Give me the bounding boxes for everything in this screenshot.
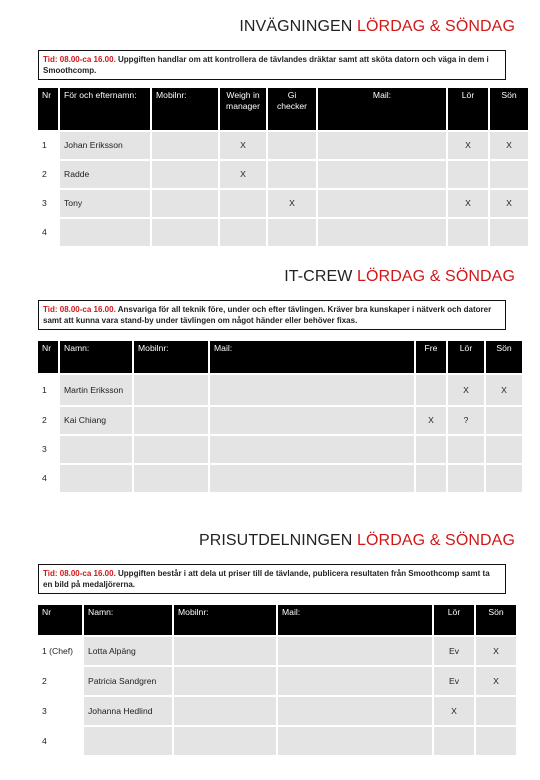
- table-cell[interactable]: [416, 465, 446, 492]
- table-cell[interactable]: Ev: [434, 667, 474, 695]
- column-header: Mobilnr:: [174, 605, 276, 635]
- table-cell[interactable]: X: [486, 375, 522, 405]
- column-header: Mail:: [278, 605, 432, 635]
- row-number[interactable]: 2: [38, 161, 58, 188]
- table-cell[interactable]: [174, 727, 276, 755]
- column-header: Sön: [476, 605, 516, 635]
- note-time: Tid: 08.00-ca 16.00.: [43, 55, 116, 64]
- section-title: [199, 532, 515, 550]
- row-number[interactable]: 4: [38, 465, 58, 492]
- table-cell[interactable]: Radde: [60, 161, 150, 188]
- table-cell[interactable]: [486, 436, 522, 463]
- note-time: Tid: 08.00-ca 16.00.: [43, 569, 116, 578]
- table-cell[interactable]: [152, 132, 218, 159]
- volunteer-table: [38, 341, 522, 492]
- title-days: LÖRDAG & SÖNDAG: [357, 18, 515, 35]
- column-header: Namn:: [84, 605, 172, 635]
- table-cell[interactable]: [152, 161, 218, 188]
- section-title: [239, 18, 515, 36]
- column-header: Nr: [38, 341, 58, 373]
- table-cell[interactable]: [448, 219, 488, 246]
- table-cell[interactable]: [448, 465, 484, 492]
- table-cell[interactable]: [134, 465, 208, 492]
- column-header: Namn:: [60, 341, 132, 373]
- table-cell[interactable]: [278, 727, 432, 755]
- table-cell[interactable]: [318, 190, 446, 217]
- table-cell[interactable]: X: [448, 132, 488, 159]
- section-title: [284, 268, 515, 286]
- table-cell[interactable]: [174, 637, 276, 665]
- table-cell[interactable]: X: [220, 161, 266, 188]
- table-cell[interactable]: [152, 190, 218, 217]
- row-number[interactable]: 1: [38, 132, 58, 159]
- table-cell[interactable]: [448, 161, 488, 188]
- table-cell[interactable]: [210, 465, 414, 492]
- title-main: PRISUTDELNINGEN: [198, 532, 358, 549]
- table-cell[interactable]: X: [268, 190, 316, 217]
- row-number[interactable]: 3: [38, 436, 58, 463]
- table-cell[interactable]: X: [490, 190, 528, 217]
- table-cell[interactable]: [476, 727, 516, 755]
- title-days: LÖRDAG & SÖNDAG: [357, 268, 515, 285]
- table-cell[interactable]: [486, 407, 522, 434]
- table-cell[interactable]: X: [476, 637, 516, 665]
- note-text: Uppgiften handlar om att kontrollera de tävlandes dräktar samt att sköta datorn och väga in dem i Smoothcomp.: [43, 55, 489, 75]
- row-number[interactable]: 3: [38, 697, 82, 725]
- table-cell[interactable]: [84, 727, 172, 755]
- table-cell[interactable]: [318, 161, 446, 188]
- table-cell[interactable]: [318, 219, 446, 246]
- note-text: Ansvariga för all teknik före, under och efter tävlingen. Kräver bra kunskaper i nätverk och datorer samt att kunna vara stand-by under tävlingen om något händer eller behöver fixas.: [43, 305, 492, 325]
- column-header: Nr: [38, 605, 82, 635]
- column-header: Mobilnr:: [134, 341, 208, 373]
- column-header: Gi checker: [268, 88, 316, 130]
- table-cell[interactable]: Johan Eriksson: [60, 132, 150, 159]
- note-text: Uppgiften består i att dela ut priser till de tävlande, publicera resultaten från Smoothcomp samt ta en bild på medaljörerna.: [43, 569, 490, 589]
- table-cell[interactable]: [210, 407, 414, 434]
- column-header: Lör: [434, 605, 474, 635]
- table-cell[interactable]: [134, 436, 208, 463]
- note-time: Tid: 08.00-ca 16.00.: [43, 305, 116, 314]
- table-cell[interactable]: ?: [448, 407, 484, 434]
- task-note: [38, 564, 506, 594]
- column-header: Weigh in manager: [220, 88, 266, 130]
- table-cell[interactable]: X: [416, 407, 446, 434]
- row-number[interactable]: 1 (Chef): [38, 637, 82, 665]
- row-number[interactable]: 4: [38, 727, 82, 755]
- row-number[interactable]: 1: [38, 375, 58, 405]
- table-cell[interactable]: X: [220, 132, 266, 159]
- column-header: Mail:: [318, 88, 446, 130]
- table-cell[interactable]: Kai Chiang: [60, 407, 132, 434]
- column-header: Mail:: [210, 341, 414, 373]
- table-cell[interactable]: Lotta Alpäng: [84, 637, 172, 665]
- table-cell[interactable]: Martin Eriksson: [60, 375, 132, 405]
- title-main: INVÄGNINGEN: [239, 18, 358, 35]
- table-cell[interactable]: [416, 375, 446, 405]
- table-cell[interactable]: [268, 161, 316, 188]
- column-header: Sön: [486, 341, 522, 373]
- column-header: Fre: [416, 341, 446, 373]
- table-cell[interactable]: [268, 219, 316, 246]
- table-cell[interactable]: [174, 697, 276, 725]
- title-days: LÖRDAG & SÖNDAG: [357, 532, 515, 549]
- column-header: Lör: [448, 341, 484, 373]
- table-cell[interactable]: [278, 697, 432, 725]
- table-cell[interactable]: [278, 637, 432, 665]
- row-number[interactable]: 4: [38, 219, 58, 246]
- table-cell[interactable]: [268, 132, 316, 159]
- table-cell[interactable]: X: [476, 667, 516, 695]
- volunteer-table: [38, 605, 522, 755]
- task-note: [38, 300, 506, 330]
- table-cell[interactable]: [490, 219, 528, 246]
- table-cell[interactable]: Tony: [60, 190, 150, 217]
- title-main: IT-CREW: [284, 268, 358, 285]
- table-cell[interactable]: X: [490, 132, 528, 159]
- table-cell[interactable]: Ev: [434, 637, 474, 665]
- table-cell[interactable]: [152, 219, 218, 246]
- table-cell[interactable]: [416, 436, 446, 463]
- table-cell[interactable]: [60, 436, 132, 463]
- column-header: Sön: [490, 88, 528, 130]
- table-cell[interactable]: [486, 465, 522, 492]
- row-number[interactable]: 2: [38, 667, 82, 695]
- volunteer-table: [38, 88, 522, 246]
- table-cell[interactable]: [210, 375, 414, 405]
- table-cell[interactable]: X: [434, 697, 474, 725]
- column-header: För och efternamn:: [60, 88, 150, 130]
- table-cell[interactable]: [220, 190, 266, 217]
- table-cell[interactable]: X: [448, 190, 488, 217]
- table-cell[interactable]: X: [448, 375, 484, 405]
- table-cell[interactable]: [220, 219, 266, 246]
- table-cell[interactable]: [278, 667, 432, 695]
- table-cell[interactable]: [60, 465, 132, 492]
- table-cell[interactable]: Patricia Sandgren: [84, 667, 172, 695]
- row-number[interactable]: 3: [38, 190, 58, 217]
- table-cell[interactable]: [134, 375, 208, 405]
- row-number[interactable]: 2: [38, 407, 58, 434]
- table-cell[interactable]: [318, 132, 446, 159]
- table-cell[interactable]: [134, 407, 208, 434]
- table-cell[interactable]: [448, 436, 484, 463]
- table-cell[interactable]: [210, 436, 414, 463]
- table-cell[interactable]: [490, 161, 528, 188]
- table-cell[interactable]: [60, 219, 150, 246]
- column-header: Mobilnr:: [152, 88, 218, 130]
- table-cell[interactable]: [434, 727, 474, 755]
- column-header: Lör: [448, 88, 488, 130]
- column-header: Nr: [38, 88, 58, 130]
- table-cell[interactable]: Johanna Hedlind: [84, 697, 172, 725]
- table-cell[interactable]: [476, 697, 516, 725]
- task-note: [38, 50, 506, 80]
- table-cell[interactable]: [174, 667, 276, 695]
